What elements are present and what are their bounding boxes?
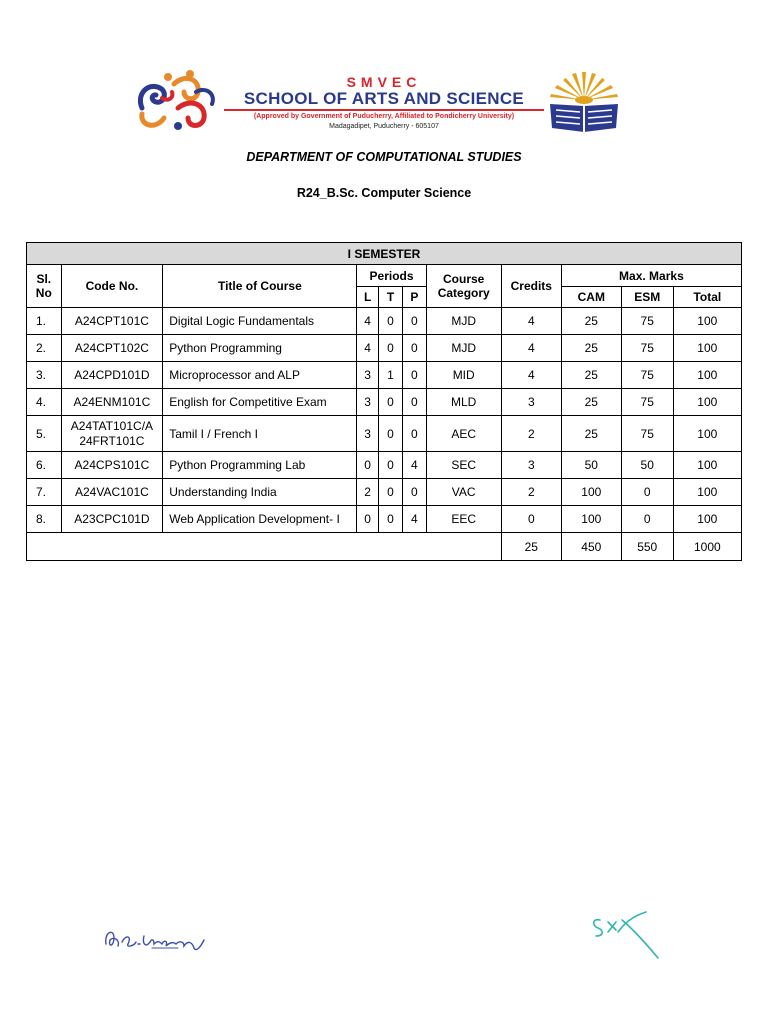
table-row	[27, 308, 742, 335]
total-marks: 1000	[673, 533, 741, 561]
course-credits: 3	[501, 452, 561, 479]
department-heading: DEPARTMENT OF COMPUTATIONAL STUDIES	[246, 150, 522, 164]
course-category: MID	[426, 362, 501, 389]
header-sl-no: Sl. No	[27, 265, 62, 308]
header-category: Course Category	[426, 265, 501, 308]
course-sl-no: 6.	[27, 452, 62, 479]
table-row	[27, 335, 742, 362]
course-title: Tamil I / French I	[163, 416, 357, 452]
course-title: Understanding India	[163, 479, 357, 506]
total-cam: 450	[561, 533, 621, 561]
course-sl-no: 8.	[27, 506, 62, 533]
course-l: 3	[357, 362, 378, 389]
header-p: P	[403, 287, 426, 308]
course-cam: 25	[561, 335, 621, 362]
header-periods: Periods	[357, 265, 426, 287]
header-title: Title of Course	[163, 265, 357, 308]
course-esm: 50	[621, 452, 673, 479]
course-l: 3	[357, 416, 378, 452]
course-total: 100	[673, 308, 741, 335]
course-code: A24VAC101C	[61, 479, 163, 506]
course-p: 4	[403, 506, 426, 533]
course-t: 1	[378, 362, 402, 389]
course-esm: 75	[621, 362, 673, 389]
course-t: 0	[378, 389, 402, 416]
course-sl-no: 7.	[27, 479, 62, 506]
course-total: 100	[673, 335, 741, 362]
header-esm: ESM	[621, 287, 673, 308]
course-l: 0	[357, 506, 378, 533]
table-row	[27, 479, 742, 506]
course-title: Python Programming	[163, 335, 357, 362]
course-t: 0	[378, 506, 402, 533]
course-cam: 100	[561, 479, 621, 506]
course-code: A24CPT102C	[61, 335, 163, 362]
course-cam: 25	[561, 389, 621, 416]
course-credits: 2	[501, 416, 561, 452]
course-code: A24CPS101C	[61, 452, 163, 479]
course-category: VAC	[426, 479, 501, 506]
course-p: 4	[403, 452, 426, 479]
header-max-marks: Max. Marks	[561, 265, 741, 287]
course-cam: 25	[561, 362, 621, 389]
course-esm: 75	[621, 308, 673, 335]
course-credits: 3	[501, 389, 561, 416]
program-title: R24_B.Sc. Computer Science	[296, 186, 472, 200]
course-l: 0	[357, 452, 378, 479]
course-code: A24ENM101C	[61, 389, 163, 416]
course-sl-no: 4.	[27, 389, 62, 416]
course-total: 100	[673, 452, 741, 479]
course-code: A23CPC101D	[61, 506, 163, 533]
course-t: 0	[378, 452, 402, 479]
lamp-book-logo-icon	[536, 66, 632, 134]
course-sl-no: 5.	[27, 416, 62, 452]
course-total: 100	[673, 479, 741, 506]
course-category: MJD	[426, 308, 501, 335]
approval-note: (Approved by Government of Puducherry, Affiliated to Pondicherry University)	[253, 113, 515, 120]
course-title: Python Programming Lab	[163, 452, 357, 479]
course-p: 0	[403, 308, 426, 335]
course-title: Microprocessor and ALP	[163, 362, 357, 389]
header-cam: CAM	[561, 287, 621, 308]
institution-name: SCHOOL OF ARTS AND SCIENCE	[224, 90, 544, 111]
course-code: A24CPT101C	[61, 308, 163, 335]
course-esm: 75	[621, 389, 673, 416]
header-credits: Credits	[501, 265, 561, 308]
signature-left	[100, 918, 210, 958]
semester-heading: I SEMESTER	[27, 243, 742, 265]
course-title: Web Application Development- I	[163, 506, 357, 533]
course-p: 0	[403, 479, 426, 506]
table-row	[27, 362, 742, 389]
course-sl-no: 2.	[27, 335, 62, 362]
course-t: 0	[378, 416, 402, 452]
course-l: 3	[357, 389, 378, 416]
course-title: English for Competitive Exam	[163, 389, 357, 416]
course-total: 100	[673, 389, 741, 416]
course-cam: 100	[561, 506, 621, 533]
course-total: 100	[673, 416, 741, 452]
course-category: MLD	[426, 389, 501, 416]
institution-short-name: SMVEC	[346, 74, 422, 90]
course-credits: 4	[501, 335, 561, 362]
course-credits: 4	[501, 362, 561, 389]
table-row	[27, 452, 742, 479]
course-structure-table	[26, 242, 742, 561]
institution-address: Madagadipet, Puducherry - 605107	[329, 123, 439, 130]
course-title: Digital Logic Fundamentals	[163, 308, 357, 335]
course-cam: 50	[561, 452, 621, 479]
total-esm: 550	[621, 533, 673, 561]
header-t: T	[378, 287, 402, 308]
table-row	[27, 506, 742, 533]
course-p: 0	[403, 389, 426, 416]
course-cam: 25	[561, 416, 621, 452]
header-total: Total	[673, 287, 741, 308]
header-code: Code No.	[61, 265, 163, 308]
course-esm: 0	[621, 479, 673, 506]
course-rows	[27, 308, 742, 533]
course-total: 100	[673, 506, 741, 533]
course-l: 4	[357, 308, 378, 335]
table-row	[27, 389, 742, 416]
course-esm: 75	[621, 416, 673, 452]
course-p: 0	[403, 416, 426, 452]
course-p: 0	[403, 362, 426, 389]
totals-spacer	[27, 533, 502, 561]
course-cam: 25	[561, 308, 621, 335]
course-t: 0	[378, 335, 402, 362]
totals-row	[27, 533, 742, 561]
table-row	[27, 416, 742, 452]
course-credits: 4	[501, 308, 561, 335]
course-credits: 0	[501, 506, 561, 533]
letterhead-text	[224, 66, 544, 131]
course-category: SEC	[426, 452, 501, 479]
course-l: 2	[357, 479, 378, 506]
course-category: MJD	[426, 335, 501, 362]
course-t: 0	[378, 479, 402, 506]
course-code: A24TAT101C/A 24FRT101C	[61, 416, 163, 452]
letterhead	[134, 66, 634, 136]
header-l: L	[357, 287, 378, 308]
course-esm: 75	[621, 335, 673, 362]
course-esm: 0	[621, 506, 673, 533]
course-credits: 2	[501, 479, 561, 506]
course-total: 100	[673, 362, 741, 389]
total-credits: 25	[501, 533, 561, 561]
course-sl-no: 1.	[27, 308, 62, 335]
course-category: EEC	[426, 506, 501, 533]
course-code: A24CPD101D	[61, 362, 163, 389]
course-category: AEC	[426, 416, 501, 452]
course-p: 0	[403, 335, 426, 362]
signature-right	[588, 908, 668, 964]
course-l: 4	[357, 335, 378, 362]
course-t: 0	[378, 308, 402, 335]
institution-emblem-icon	[134, 68, 220, 134]
course-sl-no: 3.	[27, 362, 62, 389]
